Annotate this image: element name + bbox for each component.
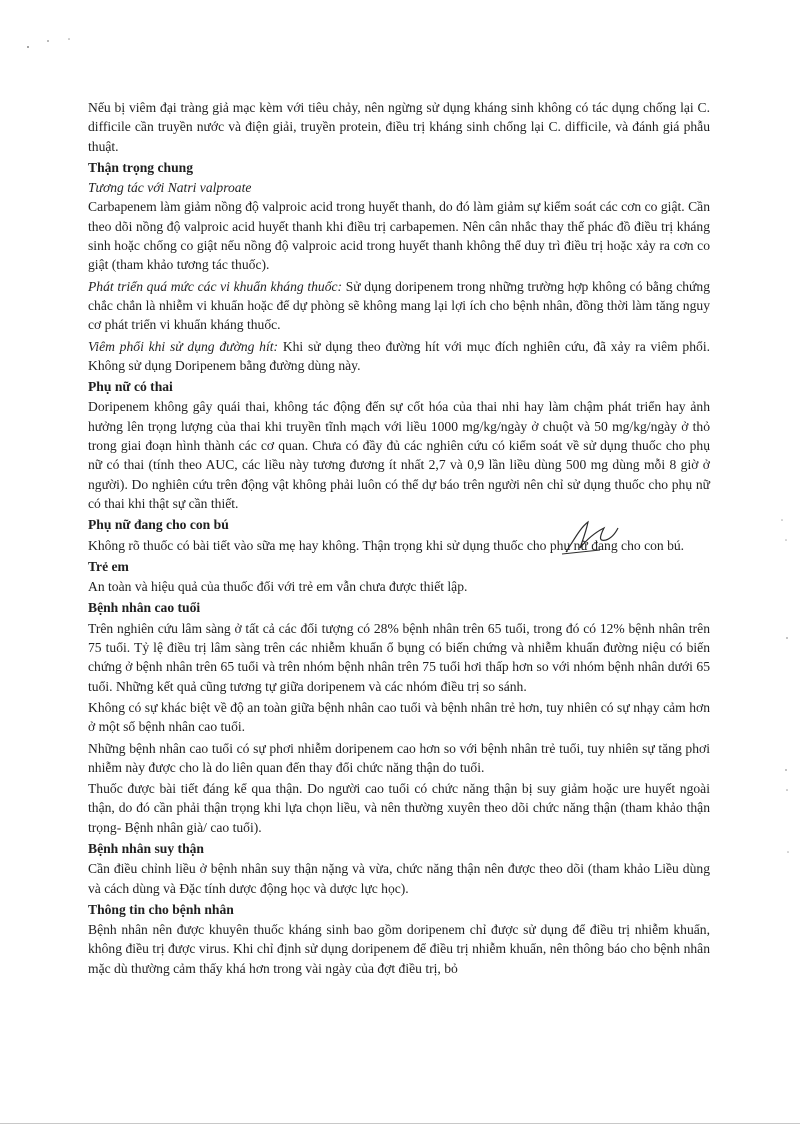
subheading-resistance: Phát triển quá mức các vi khuẩn kháng thuốc: [88,278,343,294]
paragraph-resistance [88,277,710,335]
paragraph-pneumonia [88,337,710,376]
heading-pregnant: Phụ nữ có thai [88,379,173,395]
paragraph-elderly-2: Không có sự khác biệt về độ an toàn giữa bệnh nhân cao tuổi và bệnh nhân trẻ hơn, tuy nhiên có sự nhạy cảm hơn ở một số bệnh nhân cao tuổi. [88,699,710,735]
heading-patient-info: Thông tin cho bệnh nhân [88,901,234,917]
document-body [88,98,710,980]
paragraph-children: An toàn và hiệu quả của thuốc đối với trẻ em vẫn chưa được thiết lập. [88,579,468,595]
heading-renal: Bệnh nhân suy thận [88,840,204,856]
paragraph-colitis: Nếu bị viêm đại tràng giả mạc kèm với tiêu chảy, nên ngừng sử dụng kháng sinh không có tác dụng chống lại C. difficile cần truyền nước và điện giải, truyền protein, điều trị kháng sinh chống lại C. difficile, và đánh giá phẫu thuật. [88,100,710,154]
paragraph-elderly-3: Những bệnh nhân cao tuổi có sự phơi nhiễm doripenem cao hơn so với bệnh nhân trẻ tuổi, tuy nhiên sự tăng phơi nhiễm này được cho là do liên quan đến thay đổi chức năng thận do tuổi. [88,740,710,775]
subheading-pneumonia: Viêm phổi khi sử dụng đường hít: [88,338,279,354]
paragraph-elderly-1: Trên nghiên cứu lâm sàng ở tất cả các đối tượng có 28% bệnh nhân trên 65 tuổi, trong đó có 12% bệnh nhân trên 75 tuổi. Tỷ lệ điều trị lâm sàng trên các nhiễm khuẩn ổ bụng có biến chứng và nhiễm khuẩn đường niệu có biến chứng ở bệnh nhân trên 65 tuổi và trên nhóm bệnh nhân trên 75 tuổi hơi thấp hơn so với nhóm bệnh nhân dưới 65 tuổi. Những kết quả cũng tương tự giữa doripenem và các nhóm điều trị so sánh. [88,620,710,694]
text-pneumonia: Khi sử dụng theo đường hít với mục đích nghiên cứu, đã xảy ra viêm phổi. Không sử dụng Doripenem bằng đường dùng này. [88,338,710,373]
paragraph-renal: Cần điều chỉnh liều ở bệnh nhân suy thận nặng và vừa, chức năng thận nên được theo dõi (tham khảo Liều dùng và cách dùng và Đặc tính dược động học và dược lực học). [88,861,710,896]
paragraph-breastfeeding: Không rõ thuốc có bài tiết vào sữa mẹ hay không. Thận trọng khi sử dụng thuốc cho phụ nữ đang cho con bú. [88,537,685,553]
subheading-valproate: Tương tác với Natri valproate [88,180,252,196]
paragraph-valproate: Carbapenem làm giảm nồng độ valproic acid trong huyết thanh, do đó làm giảm sự kiểm soát các cơn co giật. Cần theo dõi nồng độ valproic acid huyết thanh khi điều trị carbapemen. Nên cân nhắc thay thế phác đồ điều trị kháng sinh hoặc chống co giật nếu nồng độ valproic acid trong huyết thanh không thể duy trì điều trị hoặc xảy ra cơn co giật (tham khảo tương tác thuốc). [88,199,710,273]
page-bottom-rule [0,1123,800,1124]
paragraph-elderly-4: Thuốc được bài tiết đáng kể qua thận. Do người cao tuổi có chức năng thận bị suy giảm hoặc ure huyết ngoài thận, do đó cần phải thận trọng khi lựa chọn liều, và nên thường xuyên theo dõi chức năng thận (tham khảo thận trọng- Bệnh nhân già/ cao tuổi). [88,781,710,835]
paragraph-pregnant: Doripenem không gây quái thai, không tác động đến sự cốt hóa của thai nhi hay làm chậm phát triển hay ảnh hưởng lên trọng lượng của thai khi truyền tĩnh mạch với liều 1000 mg/kg/ngày ở chuột và 50 mg/kg/ngày ở thỏ trong giai đoạn hình thành các cơ quan. Chưa có đầy đủ các nghiên cứu có kiểm soát về sử dụng thuốc cho phụ nữ có thai (tính theo AUC, các liều này tương đương ít nhất 2,7 và 0,9 lần liều dùng 500 mg dùng mỗi 8 giờ ở người). Do nghiên cứu trên động vật không phải luôn có thể dự báo trên người nên chỉ sử dụng thuốc cho phụ nữ có thai khi thật sự cần thiết. [88,399,710,511]
heading-general-precautions: Thận trọng chung [88,159,194,175]
heading-elderly: Bệnh nhân cao tuổi [88,600,201,616]
paragraph-patient-info: Bệnh nhân nên được khuyên thuốc kháng sinh bao gồm doripenem chỉ được sử dụng để điều trị nhiễm khuẩn, không điều trị được virus. Khi chỉ định sử dụng doripenem để điều trị nhiễm khuẩn, nên thông báo cho bệnh nhân mặc dù thường cảm thấy khá hơn trong vài ngày của đợt điều trị, bỏ [88,922,710,976]
text-resistance: Sử dụng doripenem trong những trường hợp không có bằng chứng chắc chắn là nhiễm vi khuẩn hoặc để dự phòng sẽ không mang lại lợi ích cho bệnh nhân, đồng thời làm tăng nguy cơ phát triển vi khuẩn kháng thuốc. [88,278,710,333]
heading-children: Trẻ em [88,558,129,574]
heading-breastfeeding: Phụ nữ đang cho con bú [88,517,229,533]
